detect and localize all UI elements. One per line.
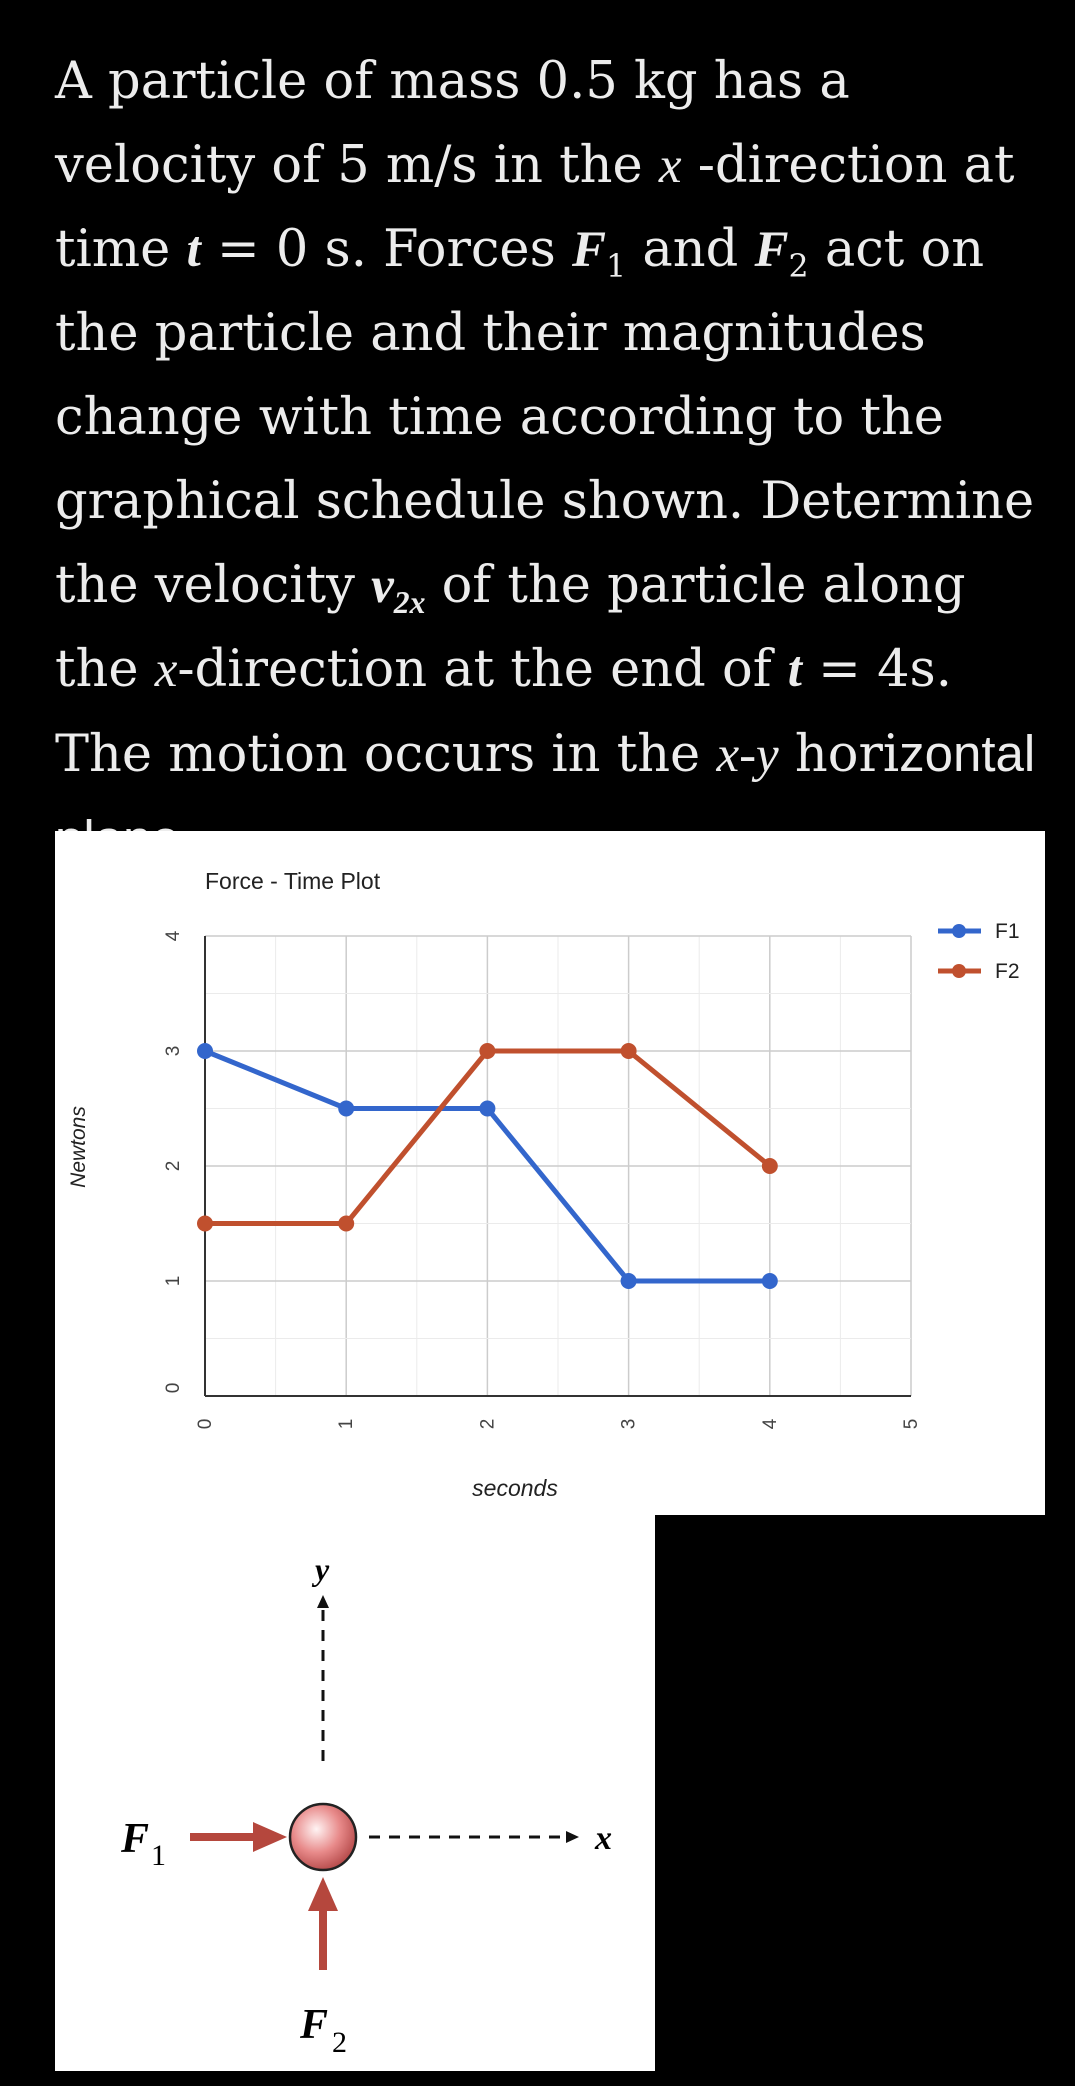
- f2-label: F: [300, 2002, 329, 2048]
- y-tick-label: 2: [163, 1160, 184, 1172]
- data-point-f1: [762, 1273, 778, 1289]
- y-tick-label: 3: [163, 1045, 184, 1057]
- data-point-f2: [479, 1043, 495, 1059]
- x-symbol: x: [658, 138, 682, 194]
- legend-marker: [952, 964, 966, 978]
- chart-svg: [55, 831, 1045, 1515]
- xy-symbol: x-y: [716, 727, 779, 783]
- x-axis-label: seconds: [472, 1475, 558, 1501]
- data-point-f2: [197, 1216, 213, 1232]
- problem-statement: [55, 40, 1055, 882]
- diagram-svg: [55, 1515, 655, 2071]
- problem-text-9: hori: [778, 725, 900, 784]
- v-symbol: v: [371, 558, 394, 614]
- data-point-f1: [197, 1043, 213, 1059]
- y-axis-arrowhead: [317, 1595, 329, 1608]
- data-point-f1: [479, 1101, 495, 1117]
- problem-text-10: zontal: [899, 725, 1036, 782]
- f1-label-subscript: 1: [151, 1839, 166, 1872]
- x-tick-label: 1: [336, 1418, 358, 1430]
- f2-symbol: F: [754, 222, 789, 278]
- data-point-f1: [338, 1101, 354, 1117]
- f2-subscript: 2: [788, 249, 809, 286]
- legend-label: F2: [995, 960, 1020, 983]
- f1-subscript: 1: [606, 249, 627, 286]
- problem-text-3: = 0 s. Forces: [200, 220, 572, 279]
- x-tick-label: 0: [195, 1418, 216, 1430]
- problem-text-1: A particle of mass 0.5 kg has a velocity of 5 m/s in the: [55, 52, 850, 195]
- t-symbol: t: [186, 222, 201, 278]
- f1-label: F: [121, 1816, 150, 1862]
- x-tick-label: 2: [477, 1418, 499, 1430]
- y-tick-label: 4: [163, 930, 184, 942]
- data-point-f2: [762, 1158, 778, 1174]
- f2-label-subscript: 2: [332, 2026, 347, 2059]
- y-tick-label: 1: [163, 1275, 184, 1287]
- problem-text-5: act on the particle and their magnitudes change with time according to the graphical schedule shown. Determine the velocity: [55, 220, 1035, 615]
- problem-text-2: -direction at time: [55, 136, 1015, 279]
- chart-grid: [205, 936, 911, 1396]
- problem-text-4: and: [626, 220, 755, 279]
- x-axis-letter: x: [595, 1820, 612, 1857]
- x-symbol-2: x: [154, 642, 178, 698]
- particle: [290, 1804, 356, 1870]
- x-tick-label: 5: [901, 1418, 922, 1430]
- f2-arrowhead: [308, 1877, 338, 1911]
- problem-text-7: -direction at the end of: [177, 640, 788, 699]
- legend-marker: [952, 924, 966, 938]
- x-axis-arrowhead: [566, 1831, 579, 1843]
- tick-labels: [163, 930, 922, 1429]
- problem-text-8: = 4s. The motion occurs in the: [55, 640, 952, 784]
- f1-symbol: F: [571, 222, 606, 278]
- v-subscript: 2x: [393, 585, 426, 621]
- y-axis-label: Newtons: [67, 1106, 90, 1188]
- y-axis-letter: y: [315, 1551, 330, 1587]
- y-tick-label: 0: [163, 1382, 184, 1394]
- data-point-f2: [338, 1216, 354, 1232]
- f1-arrowhead: [253, 1822, 287, 1852]
- legend-label: F1: [995, 920, 1020, 943]
- x-tick-label: 3: [618, 1418, 640, 1430]
- data-point-f1: [621, 1273, 637, 1289]
- chart-title: Force - Time Plot: [205, 868, 381, 894]
- x-tick-label: 4: [759, 1418, 781, 1430]
- free-body-diagram: [55, 1515, 655, 2071]
- problem-text-6: of the particle along the: [55, 556, 966, 699]
- data-point-f2: [621, 1043, 637, 1059]
- force-time-chart: [55, 831, 1045, 1515]
- t-symbol-2: t: [787, 642, 802, 698]
- chart-legend: [938, 920, 1020, 983]
